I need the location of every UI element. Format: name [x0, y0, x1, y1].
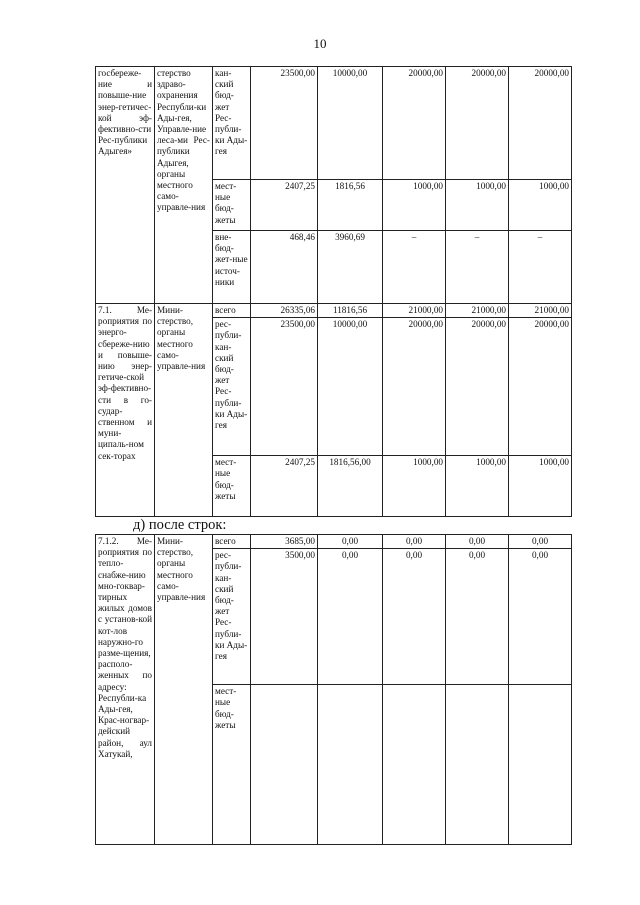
table-row: [96, 304, 572, 318]
measure-name-cell: госбереже-ние и повыше-ние энер-гетичес-кой эф-фективно-сти Рес-публики Адыгея»: [96, 67, 155, 304]
measure-name-cell: 7.1.2. Ме-роприятия по тепло-снабже-нию мно-гоквар-тирных жилых домов с установ-кой кот-лов наружно-го разме-щения, располо-женных по адресу: Республи-ка Ады-гея, Крас-ногвар-дейский район, аул Хатукай,: [96, 535, 155, 845]
amount-year-cell: 20000,00: [446, 67, 509, 180]
amount-year-cell: [509, 685, 572, 845]
amount-year-cell: [318, 685, 383, 845]
table-row: [96, 535, 572, 549]
amount-total-cell: [251, 685, 318, 845]
program-table-1: [95, 66, 572, 517]
amount-year-cell: 1816,56: [318, 180, 383, 231]
executor-cell: Мини-стерство, органы местного само-управле-ния: [155, 304, 213, 517]
funding-source-cell: рес-публи-кан-ский бюд-жет Рес-публи-ки Ады-гея: [213, 318, 251, 456]
amount-year-cell: –: [446, 231, 509, 304]
amount-year-cell: 10000,00: [318, 67, 383, 180]
amount-total-cell: 2407,25: [251, 456, 318, 517]
amount-total-cell: 2407,25: [251, 180, 318, 231]
funding-source-cell: мест-ные бюд-жеты: [213, 456, 251, 517]
amount-total-cell: 468,46: [251, 231, 318, 304]
amount-year-cell: 20000,00: [509, 67, 572, 180]
amount-year-cell: 21000,00: [509, 304, 572, 318]
funding-source-cell: всего: [213, 304, 251, 318]
page-number: 10: [313, 36, 327, 51]
executor-cell: стерство здраво-охранения Республи-ки Ады-гея, Управле-ние леса-ми Рес-публики Адыгея, органы местного само-управле-ния: [155, 67, 213, 304]
amount-year-cell: 0,00: [318, 549, 383, 685]
funding-source-cell: вне-бюд-жет-ные источ-ники: [213, 231, 251, 304]
amount-total-cell: 3500,00: [251, 549, 318, 685]
funding-source-cell: кан-ский бюд-жет Рес-публи-ки Ады-гея: [213, 67, 251, 180]
amount-year-cell: 11816,56: [318, 304, 383, 318]
executor-cell: Мини-стерство, органы местного само-управле-ния: [155, 535, 213, 845]
amount-year-cell: 1000,00: [446, 180, 509, 231]
amount-year-cell: 21000,00: [383, 304, 446, 318]
amount-year-cell: 3960,69: [318, 231, 383, 304]
funding-source-cell: рес-публи-кан-ский бюд-жет Рес-публи-ки Ады-гея: [213, 549, 251, 685]
amount-year-cell: 20000,00: [509, 318, 572, 456]
amount-year-cell: 1000,00: [509, 180, 572, 231]
amount-year-cell: 1000,00: [383, 180, 446, 231]
amount-total-cell: 23500,00: [251, 67, 318, 180]
table-row: [96, 67, 572, 180]
amount-total-cell: 23500,00: [251, 318, 318, 456]
program-table-2: [95, 534, 572, 845]
amount-year-cell: 0,00: [446, 535, 509, 549]
amount-year-cell: 1000,00: [383, 456, 446, 517]
funding-source-cell: всего: [213, 535, 251, 549]
amount-year-cell: 20000,00: [446, 318, 509, 456]
amount-year-cell: 1000,00: [446, 456, 509, 517]
amount-year-cell: [446, 685, 509, 845]
amount-year-cell: 0,00: [383, 535, 446, 549]
amount-year-cell: 20000,00: [383, 67, 446, 180]
amount-year-cell: 0,00: [318, 535, 383, 549]
amount-year-cell: 1816,56,00: [318, 456, 383, 517]
amount-total-cell: 3685,00: [251, 535, 318, 549]
amount-year-cell: 20000,00: [383, 318, 446, 456]
amount-year-cell: 1000,00: [509, 456, 572, 517]
amount-year-cell: 10000,00: [318, 318, 383, 456]
amount-year-cell: 0,00: [383, 549, 446, 685]
amount-year-cell: 0,00: [509, 535, 572, 549]
amount-year-cell: 21000,00: [446, 304, 509, 318]
funding-source-cell: мест-ные бюд-жеты: [213, 180, 251, 231]
amount-year-cell: –: [509, 231, 572, 304]
amount-year-cell: 0,00: [509, 549, 572, 685]
measure-name-cell: 7.1. Ме-роприятия по энерго-сбереже-нию и повыше-нию энер-гетиче-ской эф-фективно-сти в го-судар-ственном и муни-ципаль-ном сек-торах: [96, 304, 155, 517]
amount-year-cell: [383, 685, 446, 845]
amount-total-cell: 26335,06: [251, 304, 318, 318]
section-label: д) после строк:: [133, 517, 227, 533]
amount-year-cell: –: [383, 231, 446, 304]
funding-source-cell: мест-ные бюд-жеты: [213, 685, 251, 845]
amount-year-cell: 0,00: [446, 549, 509, 685]
